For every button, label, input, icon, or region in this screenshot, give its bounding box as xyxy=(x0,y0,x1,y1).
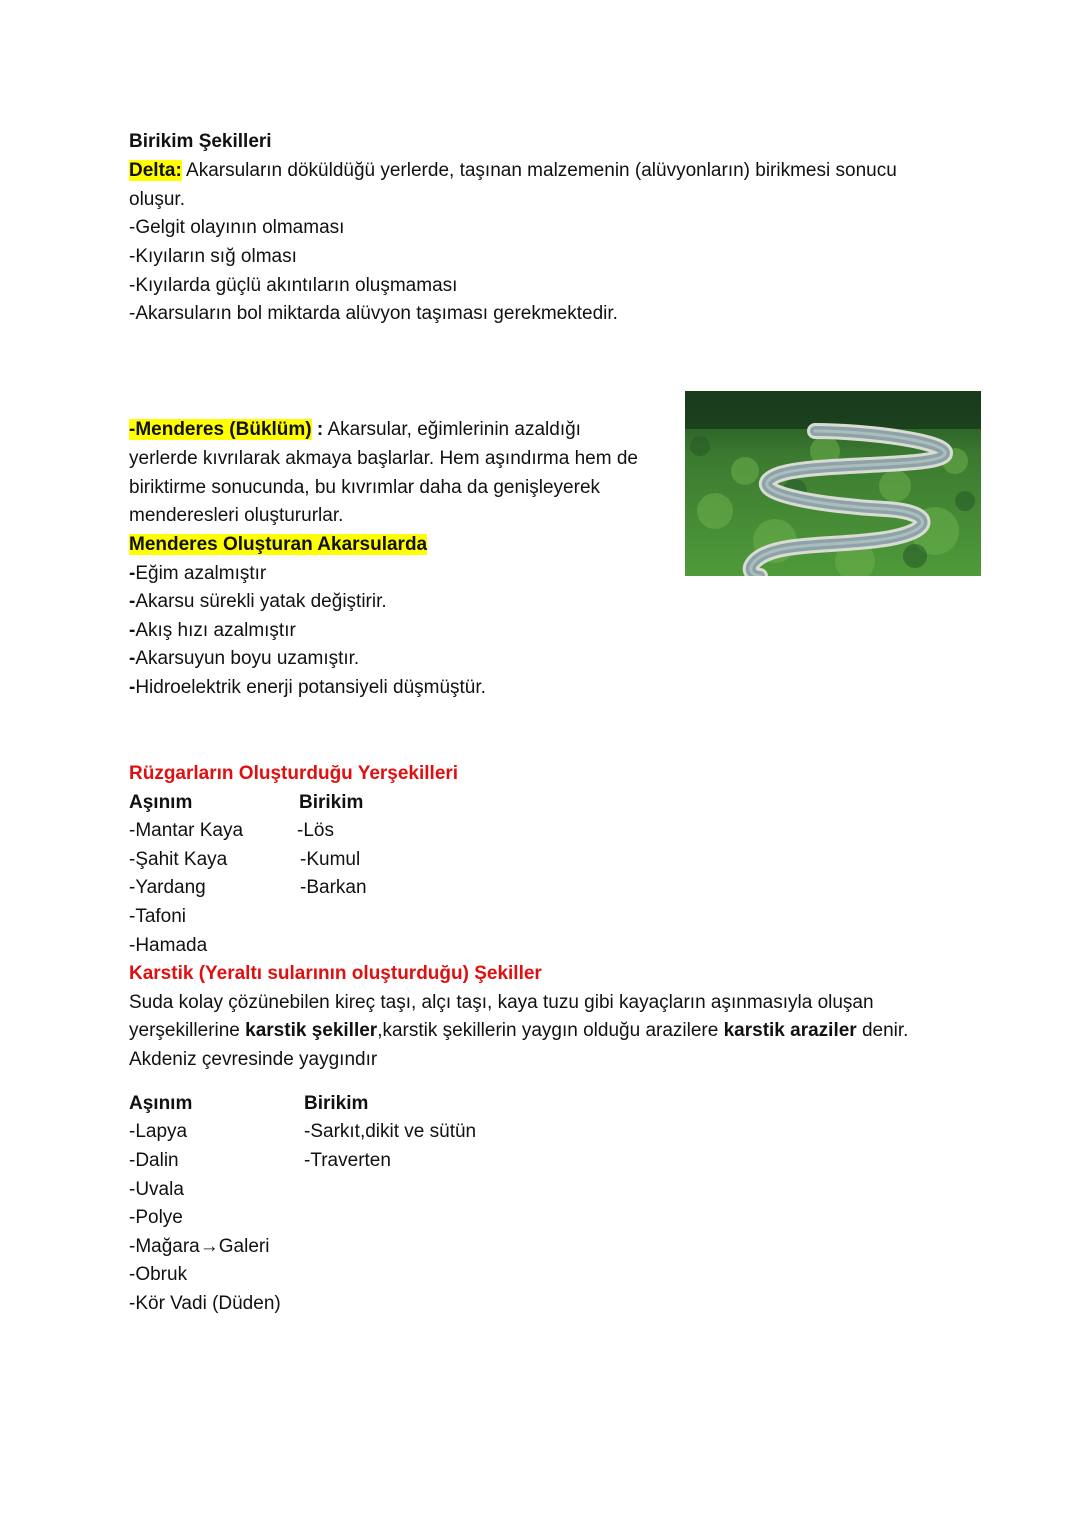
menderes-text: biriktirme sonucunda, bu kıvrımlar daha da genişleyerek xyxy=(129,477,601,498)
item-dash: - xyxy=(129,591,136,612)
item-dash: - xyxy=(129,677,136,698)
ruzgar-birikim-item: -Lös xyxy=(297,820,334,841)
delta-condition: -Akarsuların bol miktarda alüvyon taşıması gerekmektedir. xyxy=(129,303,618,324)
item-text: Akarsuyun boyu uzamıştır. xyxy=(135,648,360,669)
meander-river-photo xyxy=(685,391,981,576)
menderes-item xyxy=(129,617,296,646)
ruzgar-asinim-item: -Hamada xyxy=(129,935,208,956)
ruzgar-col2-title: Birikim xyxy=(299,792,364,813)
karstik-text: ,karstik şekillerin yaygın olduğu arazilere xyxy=(377,1020,724,1041)
delta-text-cont: oluşur. xyxy=(129,189,185,210)
magara-text: -Mağara xyxy=(129,1236,200,1257)
menderes-item xyxy=(129,560,266,589)
item-text: Eğim azalmıştır xyxy=(135,563,267,584)
karstik-heading: Karstik (Yeraltı sularının oluşturduğu) Şekiller xyxy=(129,963,542,984)
item-dash: - xyxy=(129,563,136,584)
menderes-text: yerlerde kıvrılarak akmaya başlarlar. Hem aşındırma hem de xyxy=(129,448,638,469)
karstik-paragraph xyxy=(129,1017,908,1046)
karstik-bold: karstik araziler xyxy=(723,1020,857,1041)
menderes-item xyxy=(129,674,486,703)
delta-condition: -Kıyıların sığ olması xyxy=(129,246,297,267)
karstik-col2-title: Birikim xyxy=(304,1093,369,1114)
item-dash: - xyxy=(129,620,136,641)
menderes-text: Akarsular, eğimlerinin azaldığı xyxy=(323,419,581,440)
menderes-line xyxy=(129,416,581,445)
karstik-asinim-item: -Uvala xyxy=(129,1179,184,1200)
ruzgar-asinim-item: -Mantar Kaya xyxy=(129,820,244,841)
menderes-colon: : xyxy=(311,419,324,440)
karstik-asinim-item: -Lapya xyxy=(129,1121,188,1142)
item-text: Akış hızı azalmıştır xyxy=(135,620,296,641)
karstik-asinim-item: -Dalin xyxy=(129,1150,179,1171)
ruzgar-birikim-item: -Kumul xyxy=(300,849,361,870)
karstik-birikim-item: -Sarkıt,dikit ve sütün xyxy=(304,1121,477,1142)
ruzgar-asinim-item: -Yardang xyxy=(129,877,206,898)
arrow-right-icon: → xyxy=(199,1236,219,1257)
karstik-asinim-item xyxy=(129,1233,269,1262)
ruzgar-heading: Rüzgarların Oluşturduğu Yerşekilleri xyxy=(129,763,459,784)
menderes-item xyxy=(129,588,387,617)
karstik-paragraph: Akdeniz çevresinde yaygındır xyxy=(129,1049,378,1070)
karstik-text: yerşekillerine xyxy=(129,1020,246,1041)
delta-condition: -Gelgit olayının olmaması xyxy=(129,217,345,238)
meander-river-illustration xyxy=(685,391,981,576)
karstik-bold: karstik şekiller xyxy=(245,1020,378,1041)
delta-condition: -Kıyılarda güçlü akıntıların oluşmaması xyxy=(129,275,458,296)
karstik-birikim-item: -Traverten xyxy=(304,1150,391,1171)
menderes-sub-heading xyxy=(129,531,427,560)
karstik-text: denir. xyxy=(856,1020,909,1041)
ruzgar-asinim-item: -Şahit Kaya xyxy=(129,849,228,870)
karstik-asinim-item: -Obruk xyxy=(129,1264,188,1285)
karstik-asinim-item: -Polye xyxy=(129,1207,183,1228)
birikim-heading: Birikim Şekilleri xyxy=(129,131,272,152)
karstik-asinim-item: -Kör Vadi (Düden) xyxy=(129,1293,281,1314)
menderes-sub-heading-text: Menderes Oluşturan Akarsularda xyxy=(129,534,428,555)
ruzgar-birikim-item: -Barkan xyxy=(300,877,367,898)
galeri-text: Galeri xyxy=(218,1236,270,1257)
menderes-text: menderesleri oluştururlar. xyxy=(129,505,344,526)
ruzgar-col1-title: Aşınım xyxy=(129,792,193,813)
item-dash: - xyxy=(129,648,136,669)
karstik-col1-title: Aşınım xyxy=(129,1093,193,1114)
delta-text: Akarsuların döküldüğü yerlerde, taşınan malzemenin (alüvyonların) birikmesi sonucu xyxy=(181,160,897,181)
menderes-term: -Menderes (Büklüm) xyxy=(129,419,312,440)
karstik-paragraph: Suda kolay çözünebilen kireç taşı, alçı taşı, kaya tuzu gibi kayaçların aşınmasıyla oluşan xyxy=(129,992,874,1013)
delta-line xyxy=(129,157,897,186)
ruzgar-asinim-item: -Tafoni xyxy=(129,906,187,927)
item-text: Akarsu sürekli yatak değiştirir. xyxy=(135,591,387,612)
menderes-item xyxy=(129,645,359,674)
delta-term: Delta: xyxy=(129,160,182,181)
item-text: Hidroelektrik enerji potansiyeli düşmüştür. xyxy=(135,677,486,698)
